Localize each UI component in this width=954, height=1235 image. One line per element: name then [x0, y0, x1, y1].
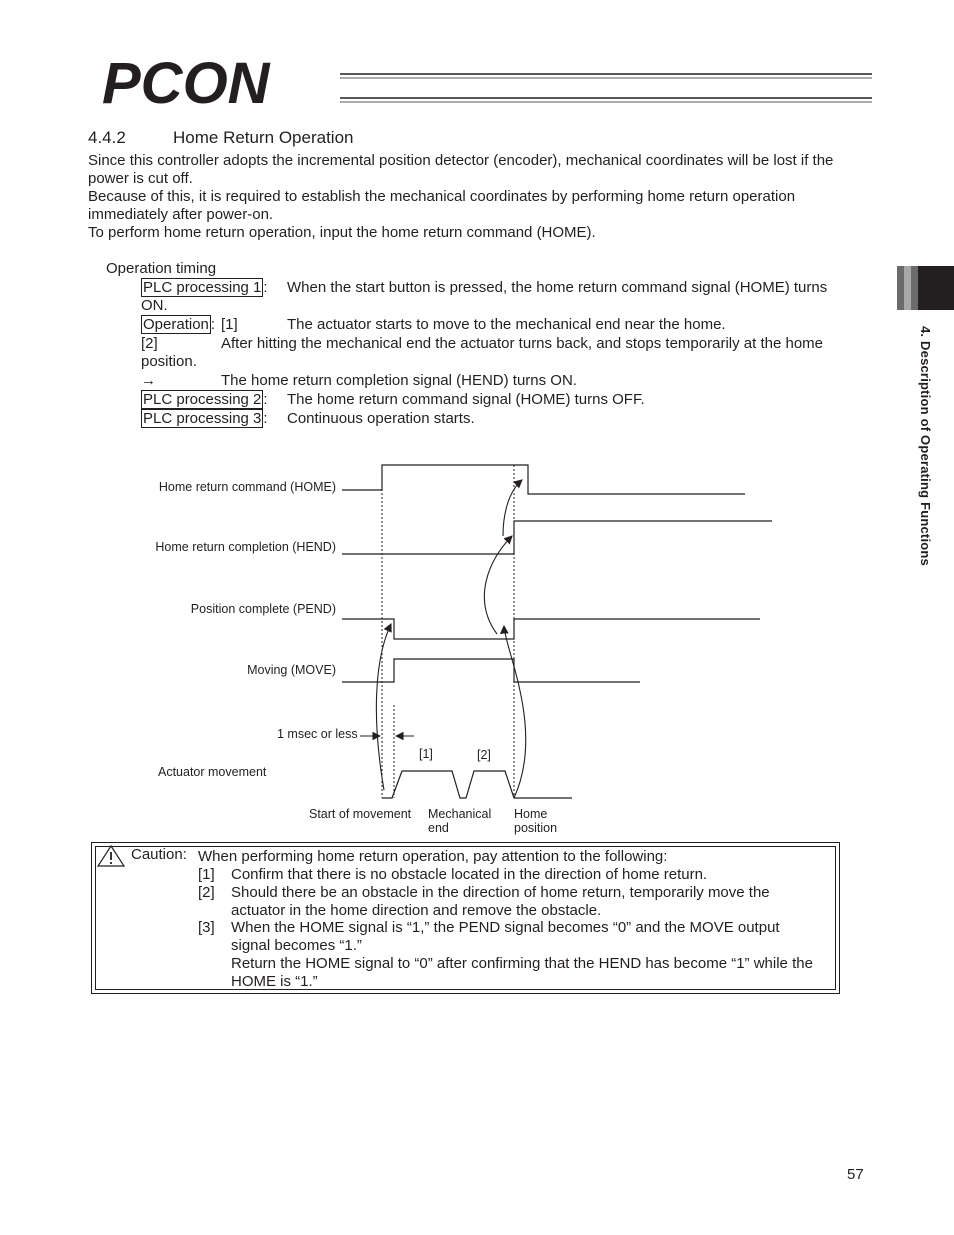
pend-signal-waveform: [342, 619, 760, 639]
plc3-text: Continuous operation starts.: [287, 410, 475, 427]
arrow-symbol: →: [141, 372, 156, 389]
label-position-line: position: [514, 821, 558, 835]
intro-line: power is cut off.: [88, 170, 193, 187]
move-signal-waveform: [342, 659, 640, 682]
op1-tag: [1]: [221, 316, 238, 333]
caution-item-text: Should there be an obstacle in the direction of home return, temporarily move the: [231, 884, 770, 901]
plc1-text-cont: ON.: [141, 297, 168, 314]
caution-intro: When performing home return operation, pay attention to the following:: [198, 848, 668, 865]
caution-item-tag: [2]: [198, 884, 215, 901]
cause-arrow-start: [376, 624, 391, 790]
plc1-text: When the start button is pressed, the home return command signal (HOME) turns: [287, 279, 828, 296]
caution-item-text: Confirm that there is no obstacle located in the direction of home return.: [231, 866, 708, 883]
plc2-text: The home return command signal (HOME) turns OFF.: [287, 391, 645, 408]
actuator-movement-trace: [382, 771, 572, 798]
warning-icon: [97, 845, 125, 867]
caution-title: Caution:: [131, 846, 187, 863]
caution-item-1: [198, 866, 708, 884]
timing-heading: Operation timing: [106, 260, 217, 277]
caution-item-text-cont: HOME is “1.”: [231, 973, 318, 990]
op-colon: :: [210, 316, 216, 333]
label-home-position: [514, 807, 557, 835]
label-start-of-movement: Start of movement: [309, 807, 412, 821]
logo-text: PCON: [102, 56, 270, 108]
page-number: 57: [847, 1166, 864, 1183]
intro-line: Since this controller adopts the incremental position detector (encoder), mechanical coordinates will be lost if the: [88, 152, 834, 169]
intro-line: immediately after power-on.: [88, 206, 274, 223]
home-signal-waveform: [342, 465, 745, 494]
label-pend-signal: Position complete (PEND): [190, 602, 336, 616]
caution-item-tag: [1]: [198, 866, 215, 883]
caution-item-text: When the HOME signal is “1,” the PEND signal becomes “0” and the MOVE output: [231, 919, 780, 936]
label-tag-1: [1]: [419, 747, 433, 761]
label-home-line: Home: [514, 807, 548, 821]
caution-item-text-cont: signal becomes “1.”: [231, 937, 362, 954]
arrow-text: The home return completion signal (HEND) turns ON.: [221, 372, 577, 389]
cause-arrow-hend: [484, 536, 512, 634]
plc2-label: PLC processing 2: [143, 391, 262, 408]
cause-arrow-home-off: [503, 480, 522, 536]
label-mechanical-end: [428, 807, 491, 835]
section-number: 4.4.2: [88, 128, 126, 147]
chapter-label: 4. Description of Operating Functions: [918, 326, 933, 566]
caution-item-text-cont: Return the HOME signal to “0” after confirming that the HEND has become “1” while the: [231, 955, 813, 972]
label-hend-signal: Home return completion (HEND): [155, 540, 336, 554]
label-actuator: Actuator movement: [158, 765, 267, 779]
op2-text: After hitting the mechanical end the actuator turns back, and stops temporarily at the home: [221, 335, 823, 352]
caution-item-2: [198, 884, 770, 902]
caution-item-text-cont: actuator in the home direction and remove the obstacle.: [231, 902, 602, 919]
label-move-signal: Moving (MOVE): [247, 663, 336, 677]
operation-label: Operation: [143, 316, 209, 333]
plc1-colon: :: [263, 279, 268, 296]
op2-tag: [2]: [141, 335, 158, 352]
hend-signal-waveform: [342, 521, 772, 554]
label-home-signal: Home return command (HOME): [158, 480, 336, 494]
intro-line: To perform home return operation, input the home return command (HOME).: [88, 224, 596, 241]
intro-line: Because of this, it is required to establish the mechanical coordinates by performing home return operation: [88, 188, 796, 205]
cause-arrow-home-end: [504, 626, 526, 798]
plc3-colon: :: [263, 410, 268, 427]
op1-text: The actuator starts to move to the mechanical end near the home.: [287, 316, 726, 333]
label-tag-2: [2]: [477, 748, 491, 762]
caution-item-tag: [3]: [198, 919, 215, 936]
label-mechanical-line: Mechanical: [428, 807, 492, 821]
section-title: Home Return Operation: [173, 128, 354, 147]
plc3-label: PLC processing 3: [143, 410, 262, 427]
label-msec: 1 msec or less: [277, 727, 358, 741]
plc2-colon: :: [263, 391, 268, 408]
op2-text-cont: position.: [141, 353, 197, 370]
label-end-line: end: [428, 821, 449, 835]
plc1-label: PLC processing 1: [143, 279, 262, 296]
caution-item-3: [198, 919, 780, 937]
